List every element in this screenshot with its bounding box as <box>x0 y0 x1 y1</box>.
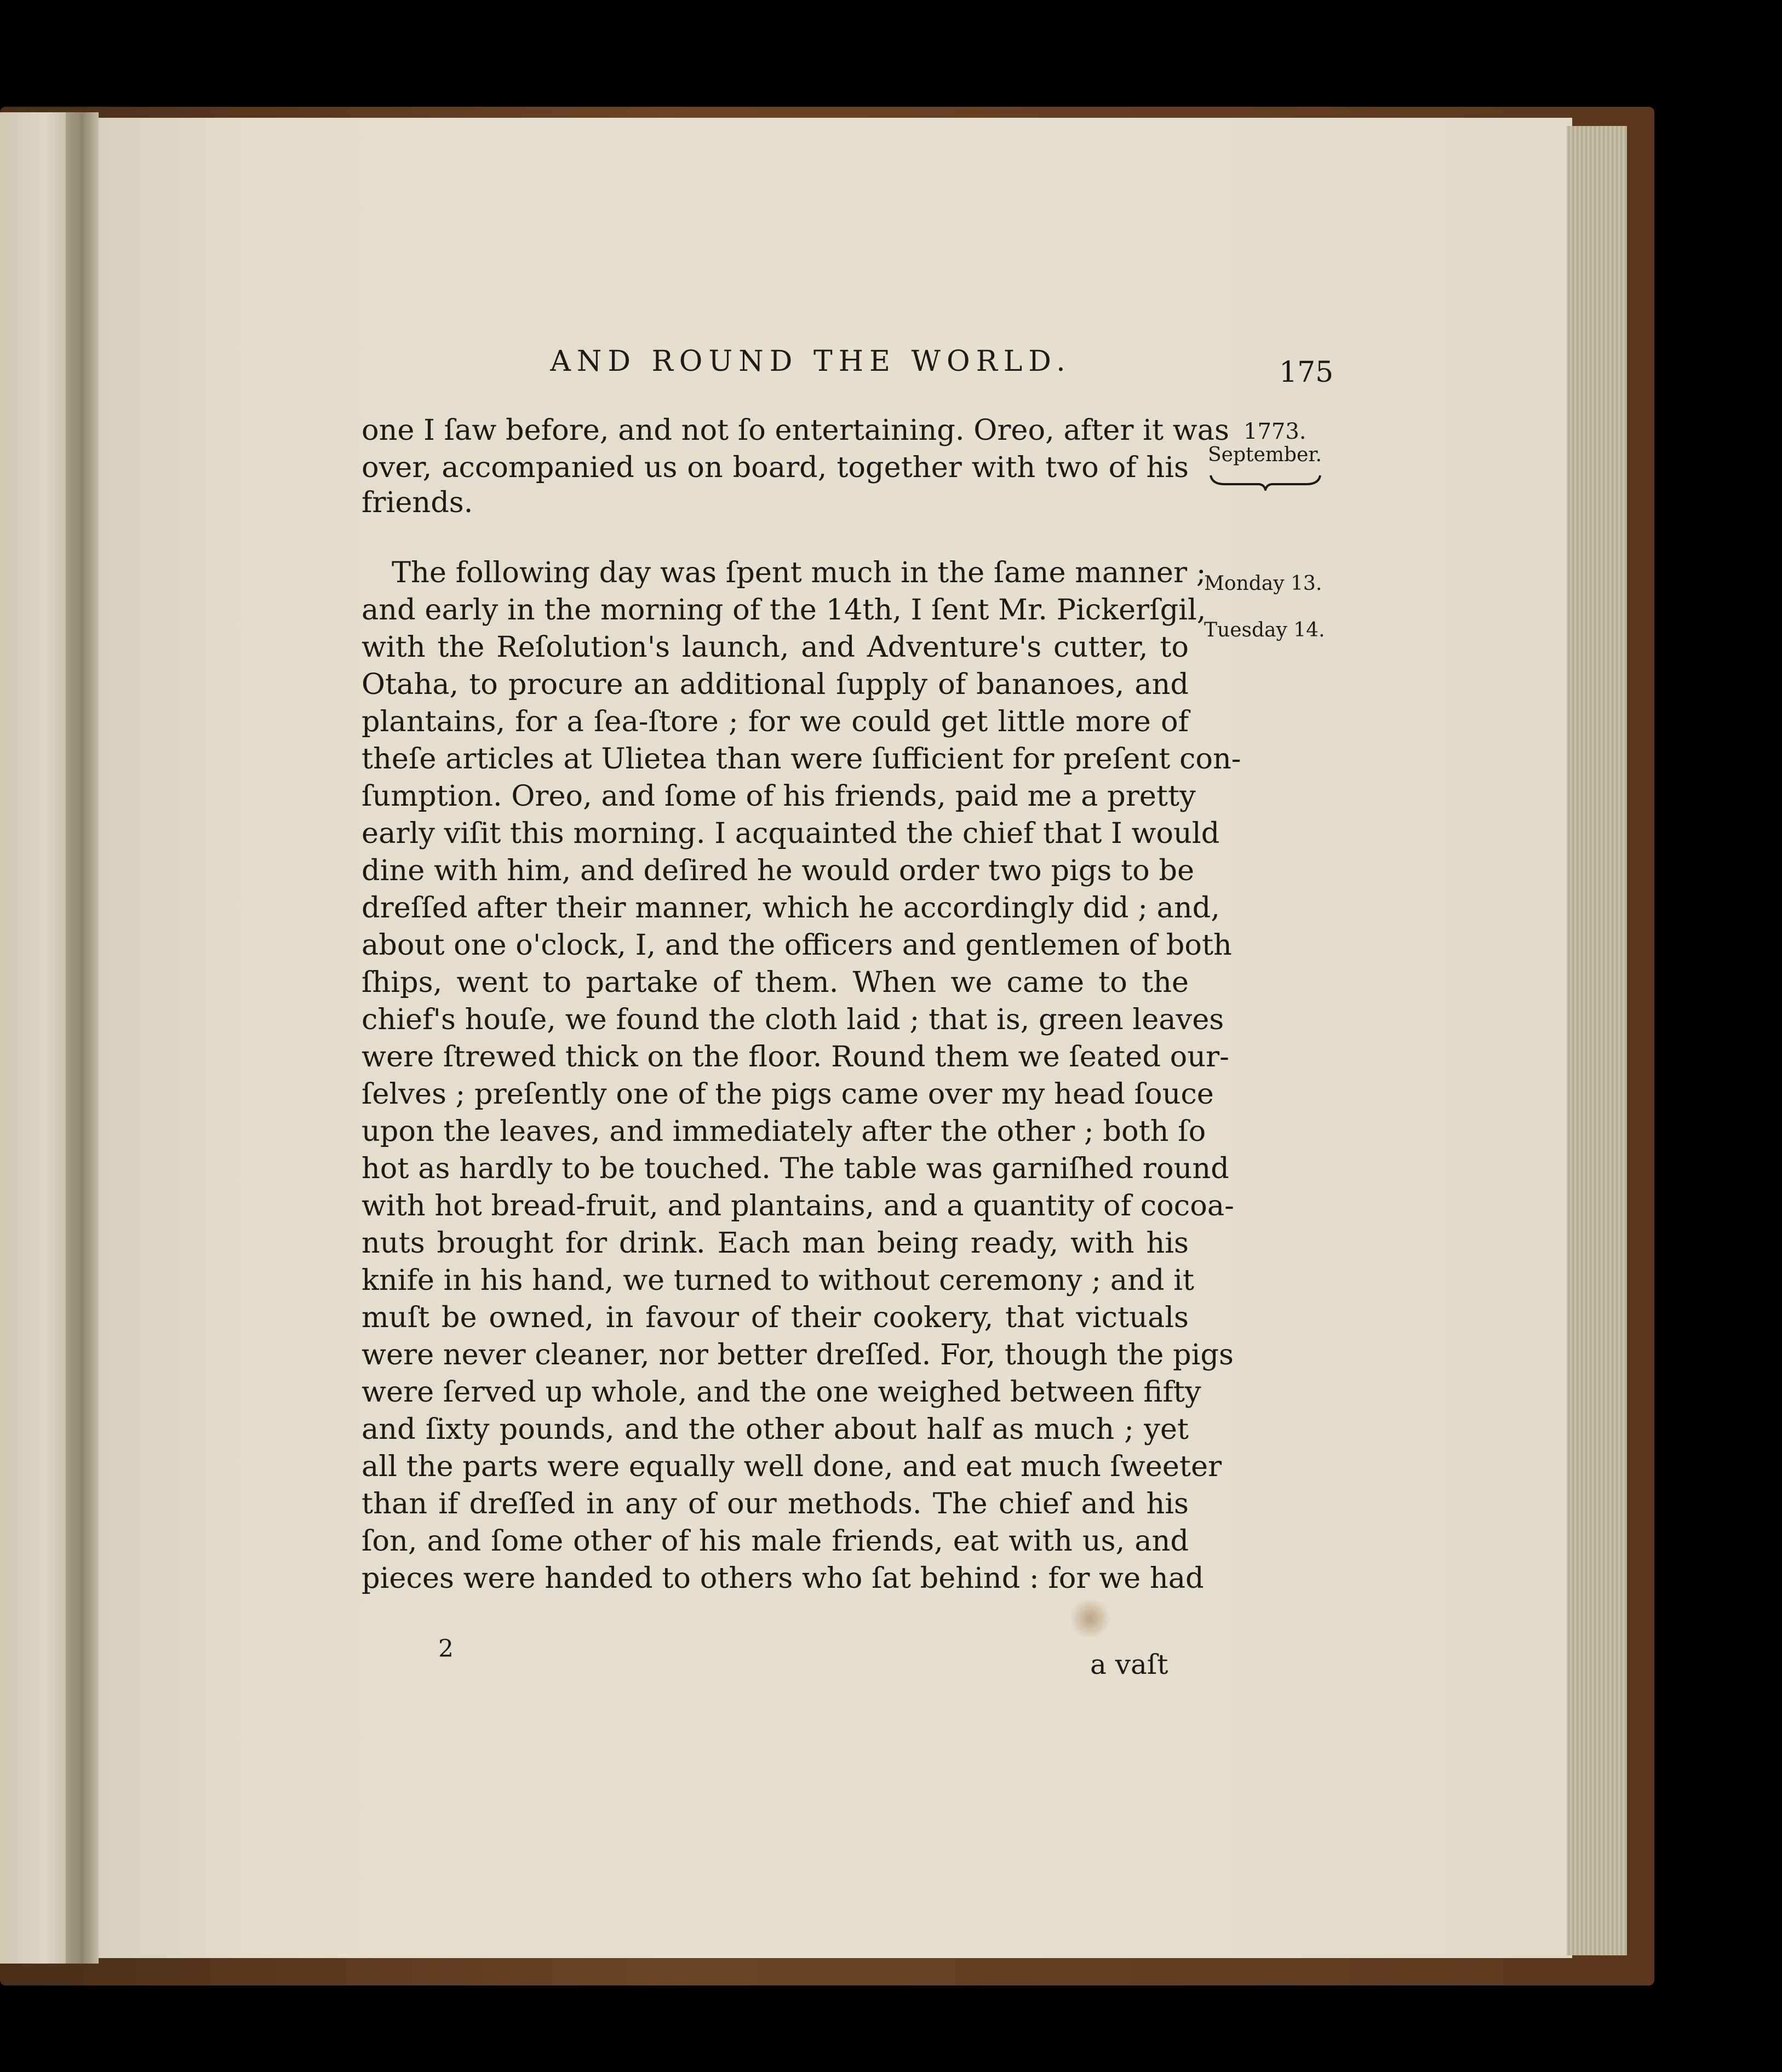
text-line: about one o'clock, I, and the officers and gentlemen of both <box>362 928 1232 962</box>
text-line: ſelves ; preſently one of the pigs came over my head ſouce <box>362 1077 1214 1111</box>
text-line: ſumption. Oreo, and ſome of his friends, paid me a pretty <box>362 779 1196 813</box>
text-line: over, accompanied us on board, together with two of his <box>362 451 1189 484</box>
signature-mark: 2 <box>438 1635 454 1663</box>
text-line: early viſit this morning. I acquainted the chief that I would <box>362 817 1220 850</box>
text-line: ſon, and ſome other of his male friends, eat with us, and <box>362 1524 1189 1558</box>
text-line: were ſtrewed thick on the floor. Round them we ſeated our- <box>362 1040 1229 1074</box>
text-line: with hot bread-fruit, and plantains, and a quantity of cocoa- <box>362 1189 1234 1222</box>
text-line: upon the leaves, and immediately after the other ; both ſo <box>362 1115 1206 1148</box>
margin-date-monday: Monday 13. <box>1204 572 1322 595</box>
text-line: nuts brought for drink. Each man being ready, with his <box>362 1226 1189 1260</box>
text-line: ſhips, went to partake of them. When we came to the <box>362 966 1189 999</box>
text-line: were ſerved up whole, and the one weighed between fifty <box>362 1375 1201 1409</box>
running-head: AND ROUND THE WORLD. <box>550 345 1072 378</box>
margin-brace <box>1208 471 1323 491</box>
text-line: theſe articles at Ulietea than were ſufficient for preſent con- <box>362 742 1241 776</box>
text-line: Otaha, to procure an additional ſupply of bananoes, and <box>362 668 1189 701</box>
page-fore-edge <box>1567 126 1627 1955</box>
page-number: 175 <box>1279 356 1334 389</box>
text-line: hot as hardly to be touched. The table was garniſhed round <box>362 1152 1229 1185</box>
margin-date-tuesday: Tuesday 14. <box>1204 619 1325 641</box>
margin-month: September. <box>1208 444 1322 466</box>
text-line: The following day was ſpent much in the ſame manner ; <box>392 556 1206 589</box>
text-line: than if dreſſed in any of our methods. The chief and his <box>362 1487 1189 1520</box>
text-line: and early in the morning of the 14th, I ſent Mr. Pickerſgil, <box>362 593 1206 627</box>
page-gutter <box>66 112 99 1964</box>
text-line: all the parts were equally well done, and eat much ſweeter <box>362 1450 1222 1483</box>
ink-stain <box>1068 1599 1112 1638</box>
text-line: and ſixty pounds, and the other about half as much ; yet <box>362 1413 1189 1446</box>
text-line: chief's houſe, we found the cloth laid ; that is, green leaves <box>362 1003 1224 1036</box>
text-line: one I ſaw before, and not ſo entertaining. Oreo, after it was <box>362 414 1229 447</box>
catchword: a vaſt <box>1090 1649 1168 1680</box>
text-line: were never cleaner, nor better dreſſed. For, though the pigs <box>362 1338 1234 1371</box>
text-line: friends. <box>362 486 473 519</box>
margin-year: 1773. <box>1244 419 1307 444</box>
text-line: plantains, for a ſea-ſtore ; for we could get little more of <box>362 705 1189 738</box>
text-line: dine with him, and deſired he would order two pigs to be <box>362 854 1195 887</box>
text-line: muſt be owned, in favour of their cookery, that victuals <box>362 1301 1189 1334</box>
book-page <box>82 118 1572 1958</box>
text-line: pieces were handed to others who ſat behind : for we had <box>362 1562 1204 1595</box>
text-line: knife in his hand, we turned to without ceremony ; and it <box>362 1264 1195 1297</box>
text-line: with the Reſolution's launch, and Adventure's cutter, to <box>362 630 1189 664</box>
text-line: dreſſed after their manner, which he accordingly did ; and, <box>362 891 1220 925</box>
